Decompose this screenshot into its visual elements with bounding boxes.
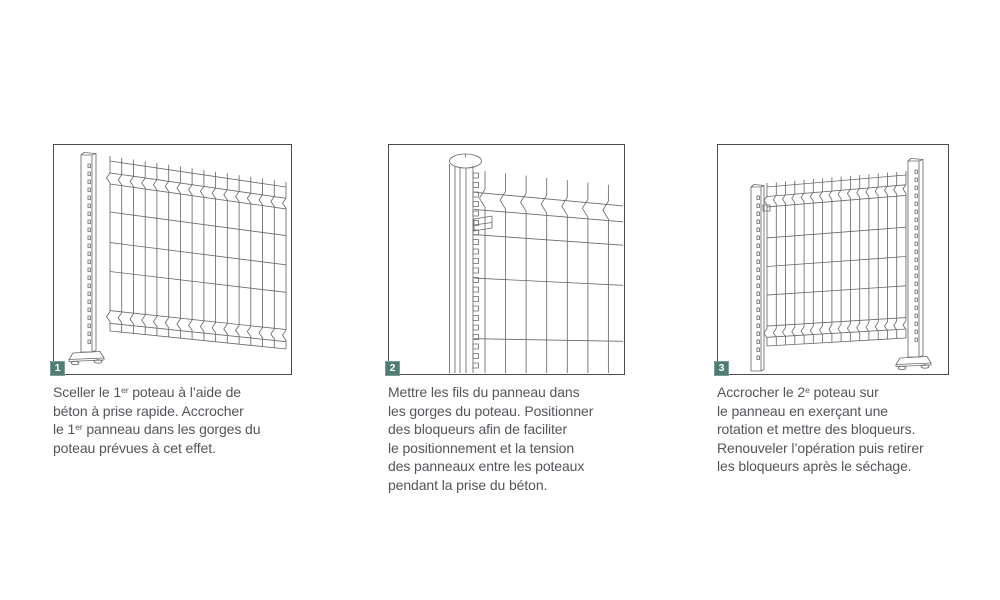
step-number-badge-1: 1 <box>50 361 65 376</box>
step-panel-3 <box>717 144 949 476</box>
fence-post-and-panel-illustration <box>54 145 290 373</box>
illustration-frame-3 <box>717 144 949 375</box>
panel-wires-in-post-grooves-illustration <box>389 145 623 373</box>
step-caption-2: Mettre les fils du panneau dans les gorges du poteau. Positionner des bloqueurs afin de faciliter le positionnement et la tension des panneaux entre les poteaux pendant la prise du béton. <box>388 384 594 493</box>
step-panel-1 <box>53 144 292 457</box>
two-posts-with-panel-illustration <box>718 145 947 373</box>
step-number-badge-2: 2 <box>385 361 400 376</box>
step-panel-2 <box>388 144 625 494</box>
step-caption-3: Accrocher le 2e poteau sur le panneau en exerçant une rotation et mettre des bloqueurs. Renouveler l’opération puis retirer les bloqueurs après le séchage. <box>717 384 924 474</box>
illustration-frame-2 <box>388 144 625 375</box>
illustration-frame-1 <box>53 144 292 375</box>
step-number-badge-3: 3 <box>714 361 729 376</box>
step-caption-1: Sceller le 1er poteau à l’aide de béton à prise rapide. Accrocher le 1er panneau dans les gorges du poteau prévues à cet effet. <box>53 384 261 456</box>
